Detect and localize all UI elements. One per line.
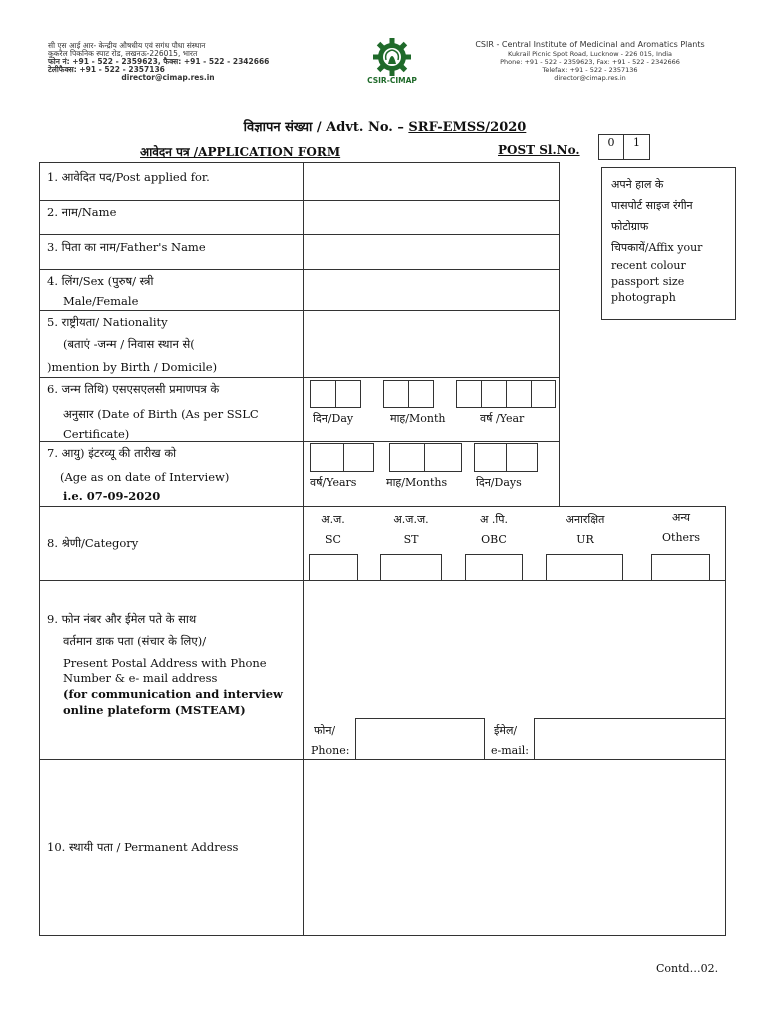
header-hindi-address <box>48 42 338 82</box>
nationality-hint-english: )mention by Birth / Domicile) <box>47 360 218 374</box>
dob-year-digit[interactable] <box>481 380 507 408</box>
sex-options-label: Male/Female <box>63 294 139 308</box>
photo-line: पासपोर्ट साइज रंगीन <box>611 199 693 212</box>
father-name-input[interactable] <box>304 235 559 269</box>
dob-year-digit[interactable] <box>506 380 532 408</box>
header-hindi-line: सी एस आई आर- केन्द्रीय औषधीय एवं सगंध पौधा संस्थान <box>48 41 206 50</box>
category-st-hindi: अ.ज.ज. <box>393 513 429 526</box>
category-obc-label: OBC <box>481 533 507 546</box>
post-sl-digit-box[interactable] <box>598 134 624 160</box>
photo-line: अपने हाल के <box>611 178 664 191</box>
nationality-hint-hindi: (बताएं -जन्म / निवास स्थान से( <box>63 337 195 351</box>
form-title: आवेदन पत्र /APPLICATION FORM <box>140 145 341 159</box>
grid-line <box>39 935 726 936</box>
age-years-caption: वर्ष/Years <box>310 476 357 489</box>
age-years-digit[interactable] <box>310 443 344 472</box>
header-hindi-line: कुकरैल पिकनिक स्पाट रोड, लखनऊ-226015, भारत <box>48 49 198 58</box>
father-name-label: 3. पिता का नाम/Father's Name <box>47 240 206 254</box>
header-english-line: Telefax: +91 - 522 - 2357136 <box>542 66 638 74</box>
age-label-2: (Age as on date of Interview) <box>60 470 230 484</box>
dob-day-caption: दिन/Day <box>313 412 354 425</box>
header-english-line: CSIR - Central Institute of Medicinal and Aromatics Plants <box>475 40 705 49</box>
dob-month-digit[interactable] <box>383 380 409 408</box>
post-sl-label: POST Sl.No. <box>498 143 580 157</box>
age-months-digit[interactable] <box>424 443 462 472</box>
category-others-checkbox[interactable] <box>651 554 710 581</box>
header-english-line: Phone: +91 - 522 - 2359623, Fax: +91 - 522 - 2342666 <box>500 58 680 66</box>
age-days-caption: दिन/Days <box>476 476 522 489</box>
age-months-caption: माह/Months <box>386 476 448 489</box>
post-sl-digit: 0 <box>607 136 615 149</box>
dob-label-3: Certificate) <box>63 427 130 441</box>
permanent-address-label: 10. स्थायी पता / Permanent Address <box>47 840 239 854</box>
category-label: 8. श्रेणी/Category <box>47 536 139 550</box>
present-address-label-3: Present Postal Address with Phone <box>63 656 267 670</box>
category-ur-label: UR <box>576 533 594 546</box>
grid-line <box>39 506 726 507</box>
sex-label: 4. लिंग/Sex (पुरुष/ स्त्री <box>47 274 154 288</box>
advt-prefix: विज्ञापन संख्या / Advt. No. – <box>243 120 409 135</box>
present-address-note: (for communication and interview <box>63 687 283 701</box>
email-label-hindi: ईमेल/ <box>494 724 518 737</box>
post-sl-digit: 1 <box>633 136 640 149</box>
sex-input[interactable] <box>304 270 559 310</box>
photo-line: चिपकायें/Affix your <box>611 241 703 254</box>
present-address-label-2: वर्तमान डाक पता (संचार के लिए)/ <box>63 634 207 648</box>
email-label: e-mail: <box>491 744 529 757</box>
category-ur-checkbox[interactable] <box>546 554 623 581</box>
nationality-label: 5. राष्ट्रीयता/ Nationality <box>47 315 168 329</box>
present-address-note-2: online plateform (MSTEAM) <box>63 703 246 717</box>
post-applied-label: 1. आवेदित पद/Post applied for. <box>47 170 210 184</box>
continued-note: Contd…02. <box>656 962 719 975</box>
age-days-digit[interactable] <box>474 443 507 472</box>
photo-box[interactable] <box>601 167 736 320</box>
photo-line: recent colour <box>611 259 686 272</box>
header-hindi-line: director@cimap.res.in <box>121 73 215 82</box>
name-label: 2. नाम/Name <box>47 205 117 219</box>
logo-text: CSIR-CIMAP <box>367 76 417 85</box>
age-years-digit[interactable] <box>343 443 374 472</box>
category-others-hindi: अन्य <box>671 511 691 524</box>
photo-line: passport size <box>611 275 685 288</box>
csir-cimap-logo <box>348 36 436 88</box>
dob-year-digit[interactable] <box>531 380 556 408</box>
dob-year-digit[interactable] <box>456 380 482 408</box>
category-obc-checkbox[interactable] <box>465 554 523 581</box>
category-others-label: Others <box>662 531 700 544</box>
present-address-label: 9. फोन नंबर और ईमेल पते के साथ <box>47 612 197 626</box>
category-sc-label: SC <box>325 533 341 546</box>
phone-label-hindi: फोन/ <box>314 724 336 737</box>
category-sc-checkbox[interactable] <box>309 554 358 581</box>
dob-day-digit[interactable] <box>335 380 361 408</box>
dob-month-digit[interactable] <box>408 380 434 408</box>
age-days-digit[interactable] <box>506 443 538 472</box>
post-applied-input[interactable] <box>304 163 559 200</box>
present-address-label-4: Number & e- mail address <box>63 671 218 685</box>
present-address-input[interactable] <box>304 581 725 717</box>
dob-label: 6. जन्म तिथि) एसएसएलसी प्रमाणपत्र के <box>47 382 220 396</box>
dob-label-2: अनुसार (Date of Birth (As per SSLC <box>63 407 259 421</box>
category-ur-hindi: अनारक्षित <box>565 513 605 526</box>
category-sc-hindi: अ.ज. <box>321 513 345 526</box>
post-sl-digit-box[interactable] <box>623 134 650 160</box>
header-english-address <box>440 40 740 82</box>
dob-day-digit[interactable] <box>310 380 336 408</box>
advt-number: SRF-EMSS/2020 <box>408 120 527 135</box>
photo-instructions <box>602 168 735 306</box>
grid-line <box>39 377 560 378</box>
header-hindi-line: फोन नं: +91 - 522 - 2359623, फैक्स: +91 - 522 - 2342666 <box>48 57 270 66</box>
photo-line: फोटोग्राफ <box>611 220 649 233</box>
advt-number-line <box>0 117 770 135</box>
category-st-label: ST <box>403 533 419 546</box>
name-input[interactable] <box>304 201 559 234</box>
phone-input[interactable] <box>355 718 485 760</box>
email-input[interactable] <box>534 718 726 760</box>
age-months-digit[interactable] <box>389 443 425 472</box>
dob-month-caption: माह/Month <box>390 412 446 425</box>
category-st-checkbox[interactable] <box>380 554 442 581</box>
grid-line <box>39 162 40 936</box>
permanent-address-input[interactable] <box>304 760 725 935</box>
photo-line: photograph <box>611 291 676 304</box>
grid-line <box>559 162 560 506</box>
dob-year-caption: वर्ष /Year <box>480 412 525 425</box>
header-english-line: Kukrail Picnic Spot Road, Lucknow - 226 015, India <box>508 50 672 58</box>
category-obc-hindi: अ .पि. <box>480 513 508 526</box>
nationality-input[interactable] <box>304 311 559 377</box>
phone-label: Phone: <box>311 744 350 757</box>
age-date: i.e. 07-09-2020 <box>63 489 161 503</box>
header-english-line: director@cimap.res.in <box>554 74 626 82</box>
age-label: 7. आयु) इंटरव्यू की तारीख को <box>47 446 177 460</box>
header-hindi-line: टेलीफैक्स: +91 - 522 - 2357136 <box>48 65 165 74</box>
